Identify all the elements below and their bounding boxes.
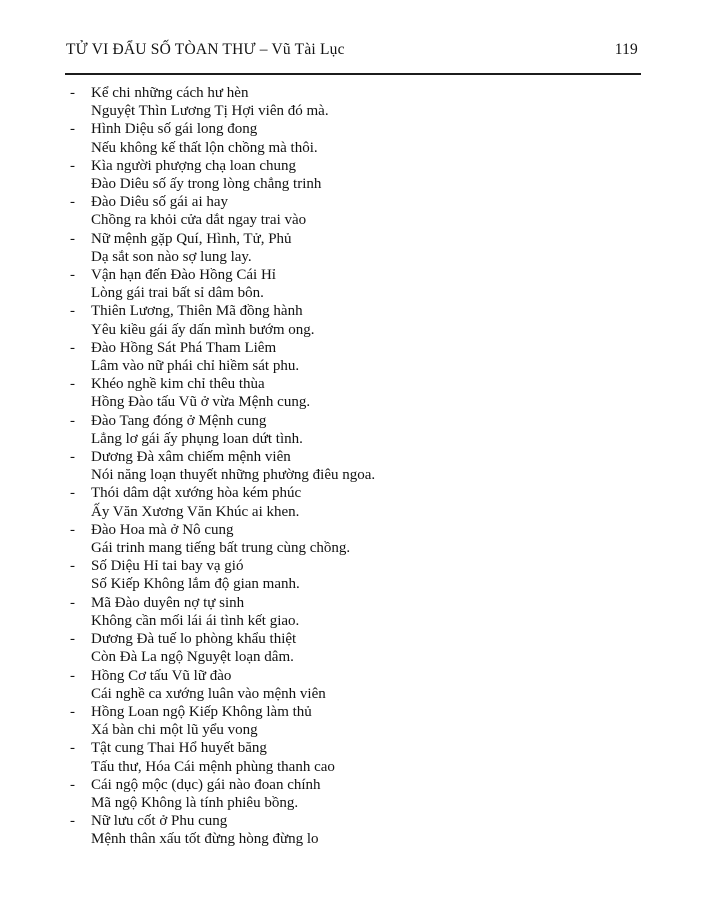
couplet-lines [91,448,675,484]
couplet-lines [91,484,675,520]
verse-line-1: Thói dâm dật xướng hòa kém phúc [91,485,302,502]
verse-line-2: Còn Đà La ngộ Nguyệt loạn dâm. [91,649,294,666]
verse-line-2: Chồng ra khỏi cửa dắt ngay trai vào [91,212,307,229]
couplet-lines [91,266,675,302]
verse-line-1: Hình Diệu số gái long đong [91,121,258,138]
verse-line-2: Lẳng lơ gái ấy phụng loan dứt tình. [91,430,303,447]
list-dash-marker: - [70,230,75,247]
verse-couplet [70,120,675,156]
verse-line-1: Dương Đà tuế lo phòng khẩu thiệt [91,631,297,648]
couplet-lines [91,193,675,229]
verse-line-2: Lâm vào nữ phái chỉ hiềm sát phu. [91,358,300,375]
verse-line-1: Cái ngộ mộc (dục) gái nào đoan chính [91,776,321,793]
list-dash-marker: - [70,667,75,684]
couplet-lines [91,84,675,120]
verse-couplet [70,703,675,739]
list-dash-marker: - [70,485,75,502]
couplet-lines [91,812,675,848]
verse-couplet [70,448,675,484]
couplet-lines [91,521,675,557]
list-dash-marker: - [70,776,75,793]
couplet-lines [91,230,675,266]
couplet-lines [91,375,675,411]
verse-couplet [70,484,675,520]
verse-couplet [70,302,675,338]
verse-couplet [70,594,675,630]
verse-line-2: Mã ngộ Không là tính phiêu bồng. [91,794,299,811]
verse-line-1: Kể chi những cách hư hèn [91,85,249,101]
verse-line-2: Không cần mối lái ái tình kết giao. [91,612,300,629]
verse-couplet [70,266,675,302]
couplet-lines [91,157,675,193]
list-dash-marker: - [70,449,75,466]
couplet-lines [91,412,675,448]
couplet-lines [91,302,675,338]
verse-line-2: Đào Diêu số ấy trong lòng chẳng trinh [91,176,322,193]
verse-line-1: Vận hạn đến Đào Hồng Cái Hỉ [91,267,276,284]
verse-line-1: Đào Tang đóng ở Mệnh cung [91,412,267,429]
verse-line-2: Nếu không kế thất lộn chồng mà thôi. [91,139,318,156]
list-dash-marker: - [70,194,75,211]
page-number: 119 [614,41,638,58]
verse-line-2: Cái nghề ca xướng luân vào mệnh viên [91,685,326,702]
verse-line-1: Khéo nghề kim chỉ thêu thùa [91,376,265,393]
page-header [66,41,638,59]
couplet-lines [91,339,675,375]
verse-line-2: Gái trinh mang tiếng bất trung cùng chồng. [91,540,351,557]
verse-line-2: Số Kiếp Không lắm độ gian manh. [91,576,300,593]
list-dash-marker: - [70,558,75,575]
verse-couplet [70,557,675,593]
verse-line-1: Tật cung Thai Hổ huyết băng [91,740,267,757]
couplet-lines [91,703,675,739]
couplet-lines [91,776,675,812]
list-dash-marker: - [70,813,75,830]
verse-couplet [70,739,675,775]
verse-line-2: Hồng Đào tấu Vũ ở vừa Mệnh cung. [91,394,311,411]
list-dash-marker: - [70,631,75,648]
list-dash-marker: - [70,303,75,320]
couplet-lines [91,557,675,593]
verse-line-2: Dạ sắt son nào sợ lung lay. [91,248,252,265]
verse-line-1: Đào Hồng Sát Phá Tham Liêm [91,339,277,356]
list-dash-marker: - [70,412,75,429]
list-dash-marker: - [70,85,75,101]
list-dash-marker: - [70,703,75,720]
header-divider-rule [65,73,641,75]
verse-line-1: Số Diệu Hỉ tai bay vạ gió [91,558,244,575]
verse-line-2: Ấy Văn Xương Văn Khúc ai khen. [91,503,300,520]
verse-line-2: Nguyệt Thìn Lương Tị Hợi viên đó mà. [91,103,329,120]
verse-line-2: Mệnh thân xấu tốt đừng hòng đừng lo [91,831,319,848]
verse-line-1: Nữ mệnh gặp Quí, Hình, Tử, Phủ [91,230,292,247]
verse-line-2: Yêu kiều gái ấy dấn mình bướm ong. [91,321,315,338]
verse-line-1: Dương Đà xâm chiếm mệnh viên [91,449,291,466]
couplet-lines [91,120,675,156]
verse-line-1: Mã Đào duyên nợ tự sinh [91,594,245,611]
list-dash-marker: - [70,521,75,538]
running-header-title: TỬ VI ĐẨU SỐ TÒAN THƯ – Vũ Tài Lục [66,41,345,58]
list-dash-marker: - [70,121,75,138]
verse-list [70,84,675,849]
verse-line-1: Thiên Lương, Thiên Mã đồng hành [91,303,303,320]
verse-couplet [70,776,675,812]
list-dash-marker: - [70,740,75,757]
verse-line-2: Tấu thư, Hóa Cái mệnh phùng thanh cao [91,758,335,775]
verse-line-1: Đào Diêu số gái ai hay [91,194,229,211]
couplet-lines [91,594,675,630]
couplet-lines [91,667,675,703]
verse-couplet [70,375,675,411]
couplet-lines [91,739,675,775]
verse-line-1: Kìa người phượng chạ loan chung [91,157,296,174]
verse-couplet [70,157,675,193]
verse-line-2: Lòng gái trai bất sỉ dâm bôn. [91,285,264,302]
verse-line-2: Nói năng loạn thuyết những phường điêu ngoa. [91,467,376,484]
verse-couplet [70,339,675,375]
list-dash-marker: - [70,594,75,611]
verse-couplet [70,521,675,557]
verse-couplet [70,412,675,448]
verse-line-1: Nữ lưu cốt ở Phu cung [91,813,228,830]
verse-line-1: Đào Hoa mà ở Nô cung [91,521,234,538]
verse-couplet [70,630,675,666]
couplet-lines [91,630,675,666]
verse-couplet [70,193,675,229]
verse-couplet [70,84,675,120]
verse-line-1: Hồng Loan ngộ Kiếp Không làm thủ [91,703,312,720]
verse-line-1: Hồng Cơ tấu Vũ lữ đào [91,667,232,684]
list-dash-marker: - [70,157,75,174]
list-dash-marker: - [70,376,75,393]
verse-couplet [70,667,675,703]
verse-couplet [70,812,675,848]
list-dash-marker: - [70,267,75,284]
list-dash-marker: - [70,339,75,356]
verse-couplet [70,230,675,266]
verse-line-2: Xá bàn chi một lũ yểu vong [91,722,258,739]
